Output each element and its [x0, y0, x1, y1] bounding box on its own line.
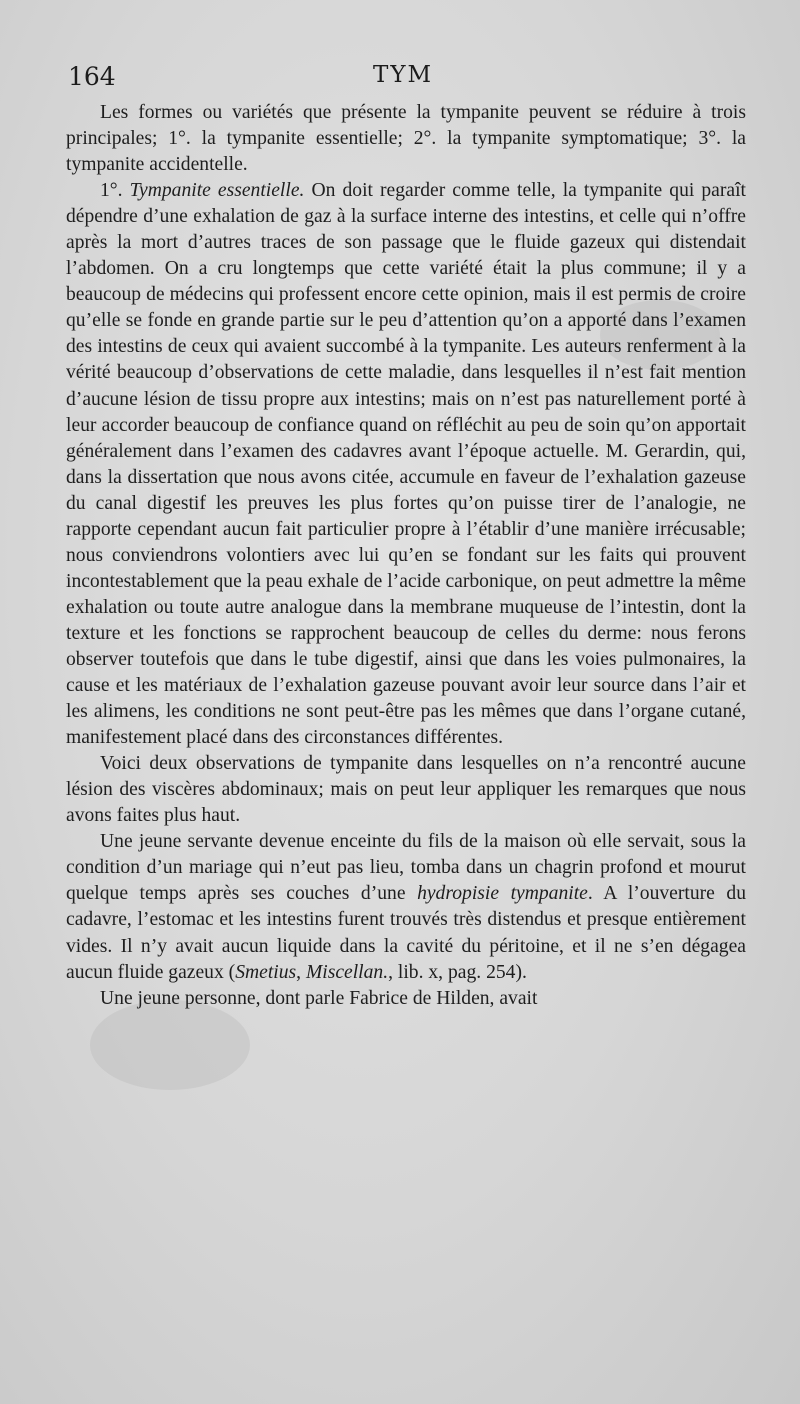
running-head: TYM	[373, 62, 434, 88]
paragraph-essential-tympanite	[66, 178, 746, 751]
text-run: Une jeune personne, dont parle Fabrice de Hilden, avait	[100, 987, 538, 1009]
text-run: Une jeune servante devenue enceinte du fils de la maison où elle servait, sous la condition d’un mariage qui n’eut pas lieu, tomba dans un chagrin profond et mourut quelque temps après ses couches d’une	[66, 831, 746, 905]
text-run: ,	[296, 961, 306, 983]
paragraph-case-fabrice	[66, 986, 746, 1012]
italic-term: hydropisie tympanite	[417, 883, 588, 905]
citation-author: Smetius	[235, 961, 297, 983]
paragraph-intro	[66, 100, 746, 178]
citation-work: Miscellan.	[305, 961, 389, 983]
text-run: On doit regarder comme telle, la tympanite qui paraît dépendre d’une exhalation de gaz à la surface interne des intestins, et celle qui n’offre après la mort d’autres traces de son passage que le fluide gazeux qui distendait l’abdomen. On a cru longtemps que cette variété était la plus commune; il y a beaucoup de médecins qui professent encore cette opinion, mais il est permis de croire qu’elle se fonde en grande partie sur le peu d’attention qu’on a apporté dans l’examen des intestins de ceux qui avaient succombé à la tympanite. Les auteurs renferment à la vérité beaucoup d’observations de cette maladie, dans lesquelles il n’est fait mention d’aucune lésion de tissu propre aux intestins; mais on n’est pas naturellement porté à leur accorder beaucoup de confiance quand on réfléchit au peu de soin qu’on apportait généralement dans l’examen des cadavres avant l’époque actuelle. M. Gerardin, qui, dans la dissertation que nous avons citée, accumule en faveur de l’exhalation gazeuse du canal digestif les preuves les plus fortes qu’on puisse tirer de l’analogie, ne rapporte cependant aucun fait particulier propre à l’établir d’une manière irrécusable; nous conviendrons volontiers avec lui qu’en se fondant sur les faits qui prouvent incontestablement que la peau exhale de l’acide carbonique, on peut admettre la même exhalation ou toute autre analogue dans la membrane muqueuse de l’intestin, dont la texture et les fonctions se rapprochent beaucoup de celles du derme: nous ferons observer toutefois que dans le tube digestif, ainsi que dans les voies pulmonaires, la cause et les matériaux de l’exhalation gazeuse pouvant avoir leur source dans l’air et les alimens, les conditions ne sont peut-être pas les mêmes que dans l’organe cutané, manifestement placé dans des circonstances différentes.	[66, 180, 746, 749]
text-run: , lib. x, pag. 254).	[388, 961, 527, 983]
paragraph-case-servant	[66, 829, 746, 985]
paragraph-observations	[66, 751, 746, 829]
section-heading: Tympanite essentielle.	[129, 180, 305, 202]
page-number: 164	[68, 62, 116, 91]
text-run: Voici deux observations de tympanite dans lesquelles on n’a rencontré aucune lésion des viscères abdominaux; mais on peut leur appliquer les remarques que nous avons faites plus haut.	[66, 753, 746, 827]
page-header	[68, 62, 748, 96]
text-run: 1°.	[100, 180, 130, 202]
body-text	[66, 100, 746, 1012]
text-run: . A l’ouverture du cadavre, l’estomac et les intestins furent trouvés très distendus et presque entièrement vides. Il n’y avait aucun liquide dans la cavité du péritoine, et il ne s’en dégagea aucun fluide gazeux (	[66, 883, 746, 983]
paper-stain	[90, 1000, 250, 1090]
text-run: Les formes ou variétés que présente la tympanite peuvent se réduire à trois principales; 1°. la tympanite essentielle; 2°. la tympanite symptomatique; 3°. la tympanite accidentelle.	[66, 102, 746, 176]
